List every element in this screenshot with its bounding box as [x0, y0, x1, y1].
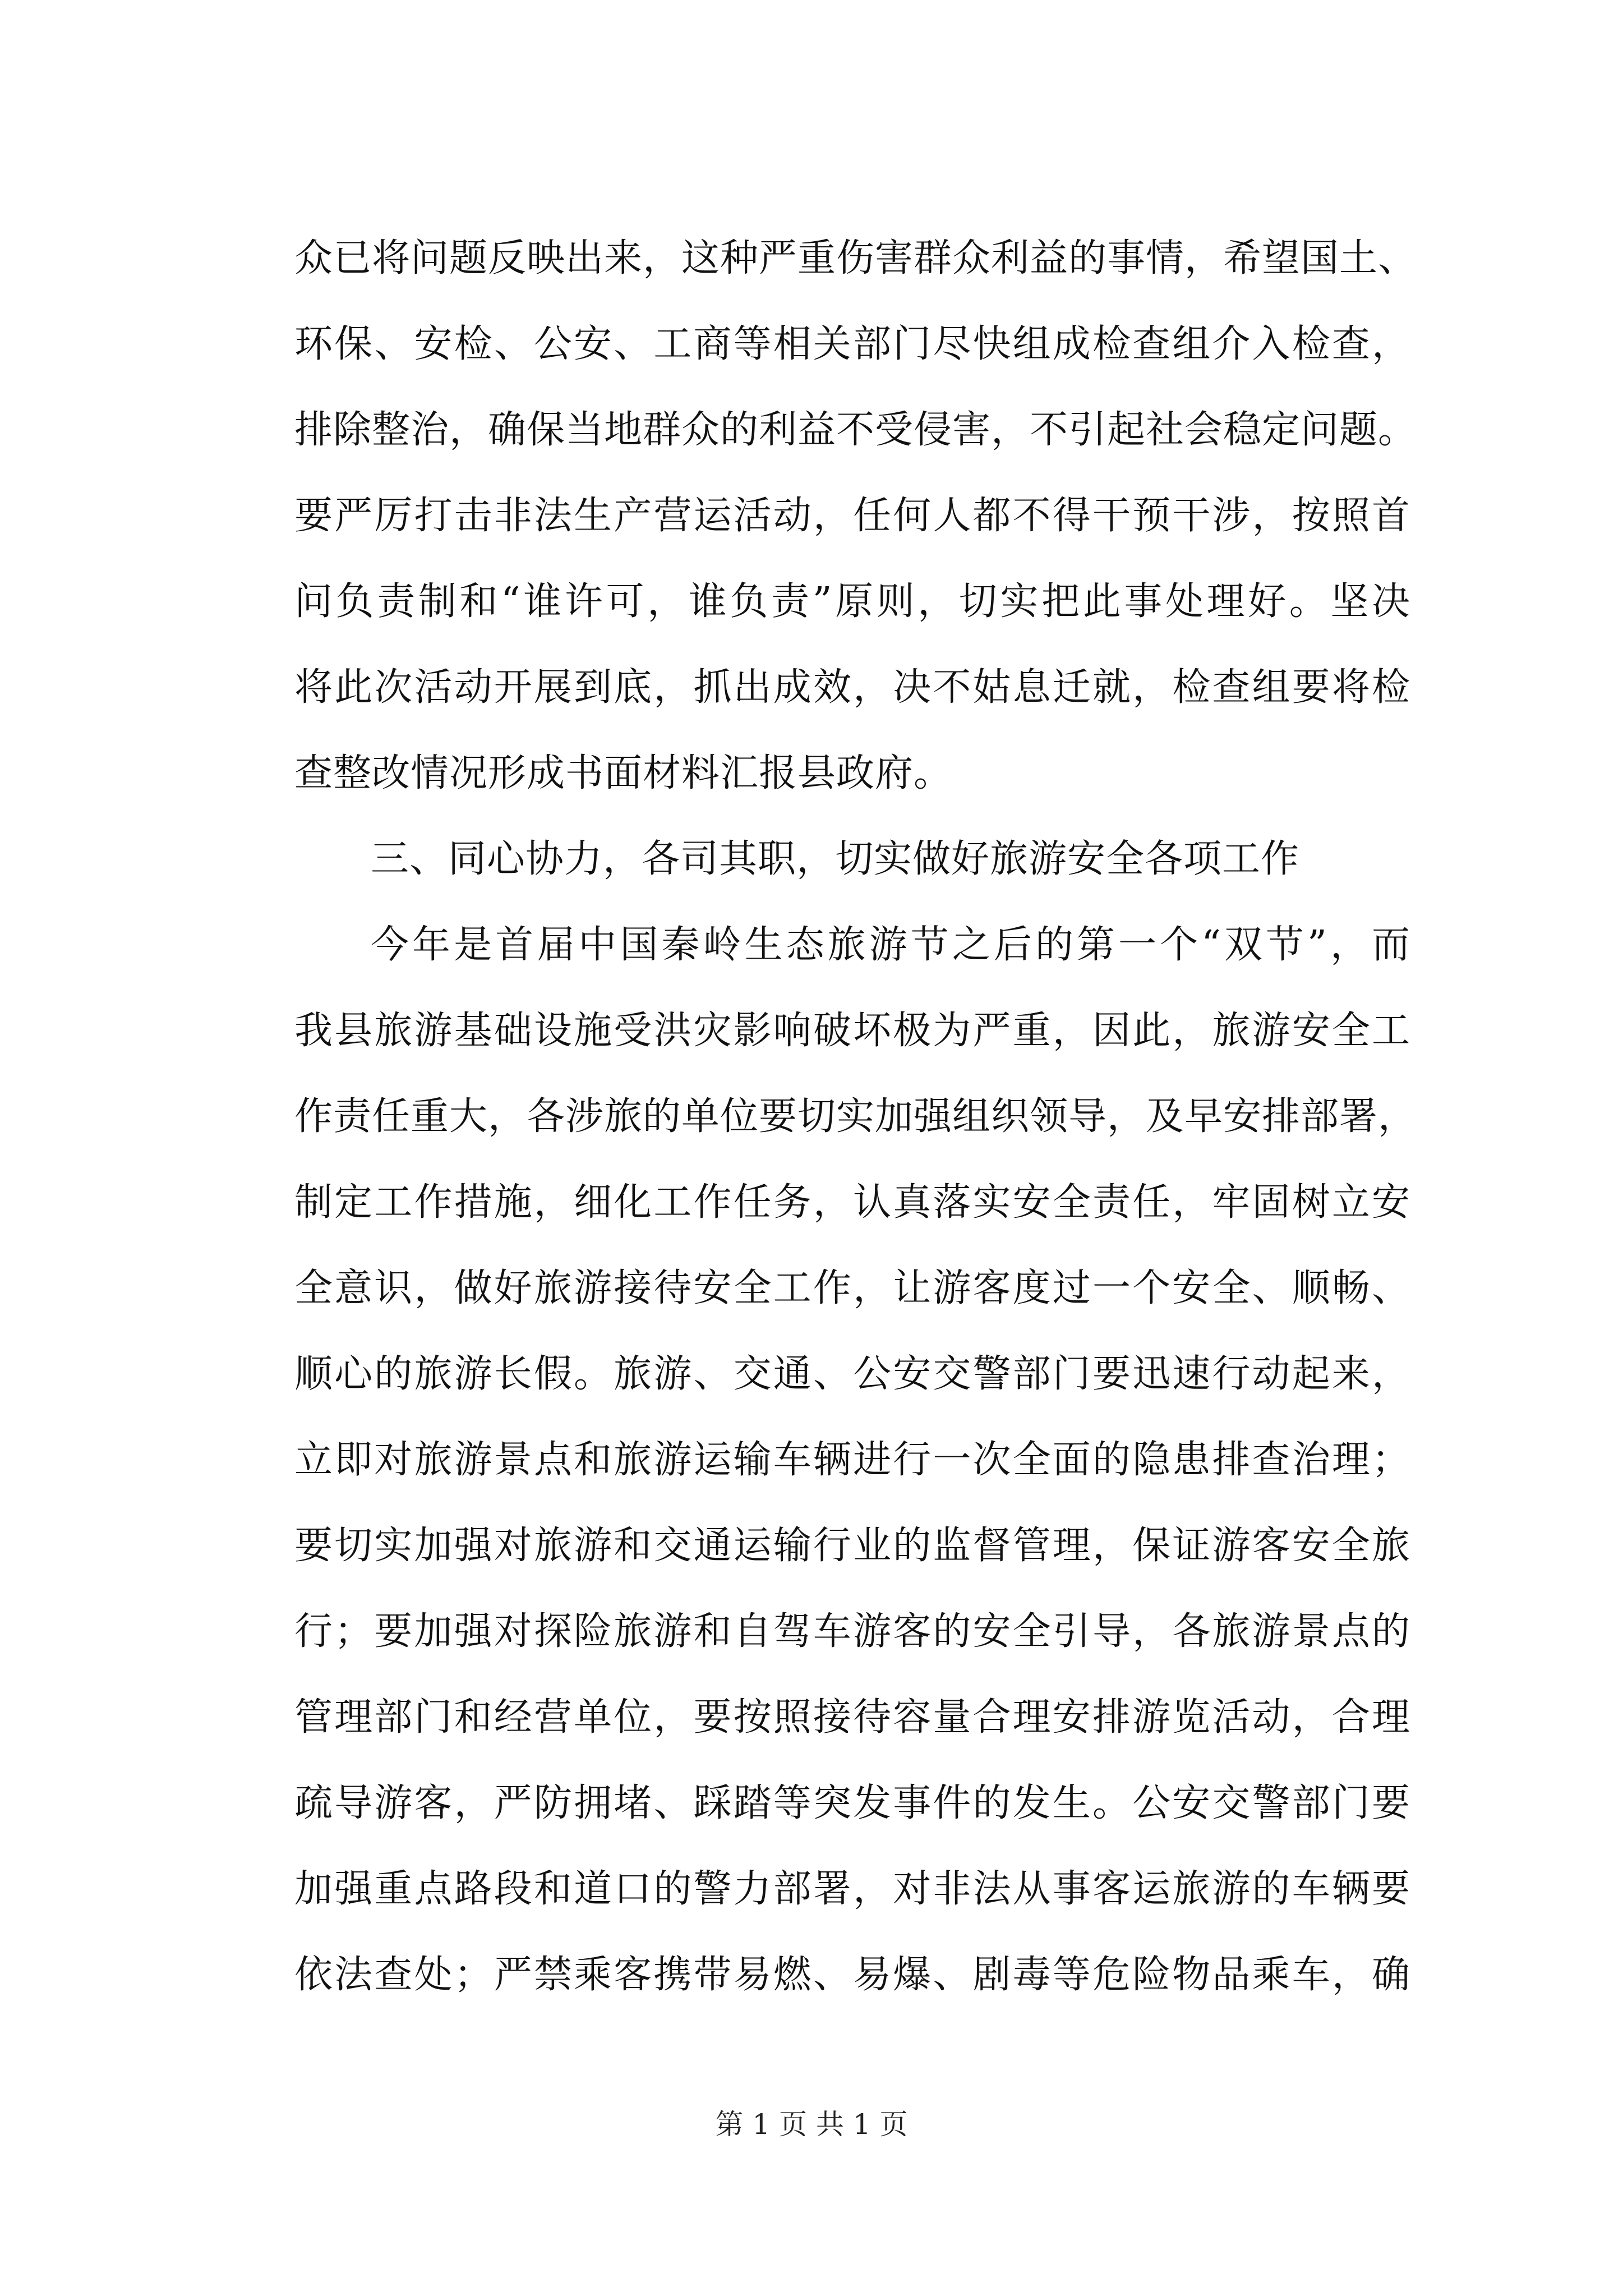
text-line: 今年是首届中国秦岭生态旅游节之后的第一个“双节”，而 [371, 923, 1410, 967]
text-line: 管理部门和经营单位，要按照接待容量合理安排游览活动，合理 [294, 1695, 1410, 1740]
text-line: 将此次活动开展到底，抓出成效，决不姑息迁就，检查组要将检 [294, 665, 1410, 710]
text-line: 环保、安检、公安、工商等相关部门尽快组成检查组介入检查， [294, 322, 1410, 366]
text-line: 加强重点路段和道口的警力部署，对非法从事客运旅游的车辆要 [294, 1867, 1410, 1911]
text-line: 行；要加强对探险旅游和自驾车游客的安全引导，各旅游景点的 [294, 1609, 1410, 1654]
text-line: 疏导游客，严防拥堵、踩踏等突发事件的发生。公安交警部门要 [294, 1781, 1410, 1825]
text-line: 制定工作措施，细化工作任务，认真落实安全责任，牢固树立安 [294, 1180, 1410, 1225]
section-heading: 三、同心协力，各司其职，切实做好旅游安全各项工作 [371, 837, 1300, 881]
text-line: 全意识，做好旅游接待安全工作，让游客度过一个安全、顺畅、 [294, 1266, 1410, 1310]
text-line: 顺心的旅游长假。旅游、交通、公安交警部门要迅速行动起来， [294, 1352, 1410, 1396]
text-line: 查整改情况形成书面材料汇报县政府。 [294, 751, 953, 795]
text-line: 立即对旅游景点和旅游运输车辆进行一次全面的隐患排查治理； [294, 1438, 1410, 1482]
text-line: 要切实加强对旅游和交通运输行业的监督管理，保证游客安全旅 [294, 1524, 1410, 1568]
document-body [294, 215, 1417, 2018]
text-line: 我县旅游基础设施受洪灾影响破坏极为严重，因此，旅游安全工 [294, 1009, 1410, 1053]
text-line: 作责任重大，各涉旅的单位要切实加强组织领导，及早安排部署， [294, 1094, 1417, 1139]
text-line: 依法查处；严禁乘客携带易燃、易爆、剧毒等危险物品乘车，确 [294, 1953, 1410, 1997]
page-number-footer: 第 1 页 共 1 页 [715, 2108, 908, 2141]
text-line: 排除整治，确保当地群众的利益不受侵害，不引起社会稳定问题。 [294, 408, 1417, 452]
text-line: 问负责制和“谁许可，谁负责”原则，切实把此事处理好。坚决 [294, 579, 1410, 624]
text-line: 众已将问题反映出来，这种严重伤害群众利益的事情，希望国土、 [294, 236, 1417, 280]
text-line: 要严厉打击非法生产营运活动，任何人都不得干预干涉，按照首 [294, 494, 1410, 538]
